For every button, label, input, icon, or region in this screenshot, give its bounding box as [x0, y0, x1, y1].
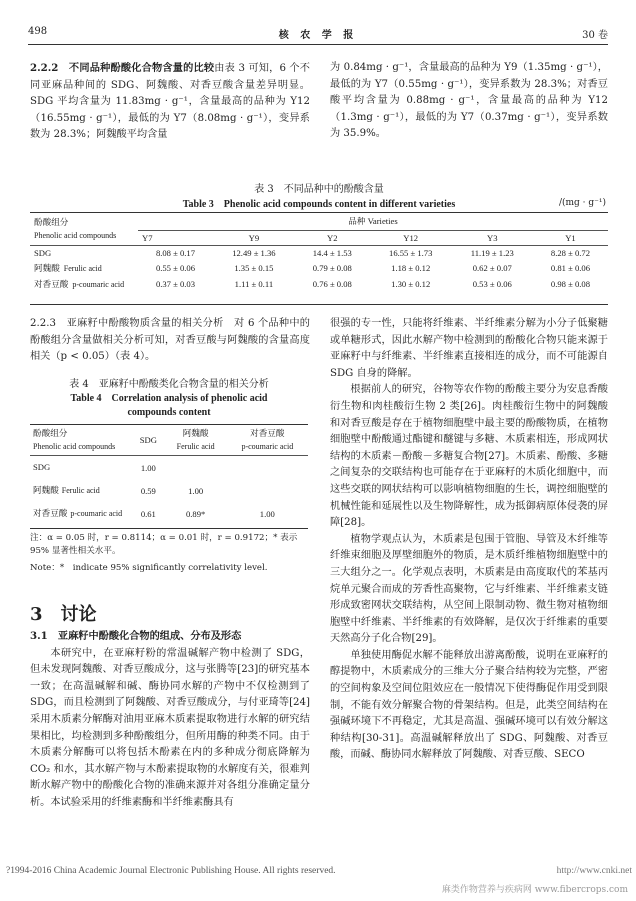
- table3-cell: 8.08 ± 0.17: [155, 248, 196, 258]
- table3-cell: 0.81 ± 0.06: [550, 263, 591, 273]
- table3-col-header: Y1: [565, 232, 576, 243]
- section-222-left: [30, 60, 310, 144]
- table4-cell: 0.61: [140, 508, 156, 519]
- table3-cell: 8.28 ± 0.72: [550, 248, 591, 258]
- table3-cell: 12.49 ± 1.36: [232, 248, 276, 258]
- table4-cell: [227, 456, 308, 480]
- table3-cell: 0.79 ± 0.08: [312, 263, 352, 273]
- table3-cell: 0.55 ± 0.06: [155, 263, 196, 273]
- table4-title: [30, 378, 308, 420]
- volume-label: 30 卷: [582, 30, 608, 41]
- table3: [30, 213, 608, 292]
- section-222-right: [330, 60, 608, 143]
- paragraph-lignin: 植物学观点认为，木质素是包围于管胞、导管及木纤维等纤维束细胞及厚壁细胞外的物质，是木质纤维植物细胞壁中的三大组分之一。化学观点表明，木质素是由高度取代的苯基丙烷单元聚合而成的芳香性高聚物，它与纤维素、半纤维素支链形成致密网状交联结构，从空间上限制动物、微生物对植物细胞壁中纤维素、半纤维素的有效降解，是仅次于纤维素的重要天然高分子化合物[29]。: [330, 533, 608, 645]
- table4-cell: 0.89*: [185, 508, 206, 519]
- section-31-heading: 3.1 亚麻籽中酚酸化合物的组成、分布及形态: [30, 630, 242, 642]
- table3-cell: 0.37 ± 0.03: [155, 279, 196, 289]
- table4-col-pcoumaric-en: p-coumaric acid: [241, 442, 294, 451]
- table3-col-header: Y7: [142, 232, 153, 243]
- table3-corner-en: Phenolic acid compounds: [34, 231, 117, 240]
- page-footer: [6, 866, 632, 876]
- table3-col-header: Y9: [248, 232, 260, 243]
- table4-row-label-cn: 阿魏酸: [33, 485, 59, 495]
- table4: [30, 425, 308, 525]
- table4-corner-cn: 酚酸组分: [33, 428, 68, 438]
- cnki-link[interactable]: http://www.cnki.net: [556, 866, 632, 876]
- table3-title: [30, 180, 608, 210]
- watermark: 麻类作物营养与疾病网 www.fibercrops.com: [441, 885, 628, 895]
- copyright-text: ?1994-2016 China Academic Journal Electronic Publishing House. All rights reserved.: [6, 866, 336, 876]
- table3-unit: /(mg · g⁻¹): [558, 198, 606, 208]
- section-222-text: 由表 3 可知，6 个不同亚麻品种间的 SDG、阿魏酸、对香豆酸含量差异明显。SDG 平均含量为 11.83mg · g⁻¹，含量最高的品种为 Y12（16.55mg · g⁻¹），最低的为 Y7（8.08mg · g⁻¹），变异系数为 28.3%；阿魏酸平均含量: [30, 63, 310, 141]
- table3-col-header: Y2: [327, 232, 338, 243]
- section-3-title: 3 讨论: [30, 604, 97, 625]
- table4-row-label: [30, 502, 132, 525]
- table3-cell: 0.53 ± 0.06: [472, 279, 512, 289]
- table4-row: [30, 456, 308, 480]
- table4-cell: 1.00: [188, 485, 204, 496]
- page-number: 498: [28, 26, 48, 37]
- right-column-text: [330, 316, 608, 764]
- section-222-text-cont: 为 0.84mg · g⁻¹，含量最高的品种为 Y9（1.35mg · g⁻¹），最低的为 Y7（0.55mg · g⁻¹），变异系数为 28.3%；对香豆酸平均含量为 0.88mg · g⁻¹，含量最高的品种为 Y12（1.3mg · g⁻¹），最低的为 Y7（0.37mg · g⁻¹），变异系数为 35.9%。: [330, 62, 608, 140]
- table4-cell: 1.00: [259, 508, 275, 519]
- table3-cell: 11.19 ± 1.23: [470, 248, 514, 258]
- table4-col-pcoumaric-cn: 对香豆酸: [250, 428, 285, 438]
- table4-col-ferulic-cn: 阿魏酸: [182, 428, 209, 438]
- table3-cell: 1.11 ± 0.11: [234, 279, 274, 289]
- table3-bottom-rule: [30, 304, 608, 305]
- table4-cell: 0.59: [140, 485, 156, 496]
- table4-col-ferulic-en: Ferulic acid: [176, 442, 215, 451]
- table3-row-label: [30, 260, 138, 276]
- table3-cell: 0.62 ± 0.07: [472, 263, 512, 273]
- table4-row-label-en: Ferulic acid: [61, 486, 100, 495]
- table4-cell: [227, 479, 308, 502]
- table3-row: [30, 246, 608, 261]
- table3-cell: 1.35 ± 0.15: [234, 263, 274, 273]
- table4-title-en2: compounds content: [127, 407, 211, 418]
- table3-row-label: [30, 246, 138, 261]
- table3-row: [30, 276, 608, 292]
- table4-note-en: Note：* indicate 95% significantly correlativity level.: [30, 563, 268, 573]
- paragraph-hydrolysis: 单独使用酶促水解不能释放出游离酚酸，说明在亚麻籽的醇提物中，木质素成分的三维大分子聚合结构较为完整，严密的空间构象及空间位阻效应在一般情况下使得酶促作用受到限制，不能有效分解聚合物的骨架结构。但是，此类空间结构在强碱环境下不再稳定，尤其是高温、强碱环境可以有效分解这种结构[30-31]。高温碱解释放出了 SDG、阿魏酸、对香豆酸，而碱、酶协同水解释放了阿魏酸、对香豆酸、SECO: [330, 649, 608, 761]
- section-31-body: 本研究中，在亚麻籽粉的常温碱解产物中检测了 SDG，但未发现阿魏酸、对香豆酸成分，这与张腾等[23]的研究基本一致；在高温碱解和碱、酶协同水解的产物中不仅检测到了 SDG，而且检测到了阿魏酸、对香豆酸成分，与付亚琦等[24]采用木质素分解酶对油用亚麻木质素提取物进行水解的研究结果相比，均检测到多种酚酸组分，但所用酶的种类不同。由于木质素分解酶可以将包括木酚素在内的多种成分彻底降解为 CO₂ 和水，其水解产物与木酚素提取物的水解度有关，很难判断水解产物中的酚酸化合物的准确来源并对各组分准确定量分析。本试验采用的纤维素酶和半纤维素酶具有: [30, 647, 310, 808]
- table3-cell: 16.55 ± 1.73: [389, 248, 433, 258]
- table4-row-label-cn: 对香豆酸: [33, 508, 68, 518]
- section-222-heading: 2.2.2 不同品种酚酸化合物含量的比较: [30, 62, 215, 74]
- table4-row-label-en: p-coumaric acid: [70, 509, 123, 518]
- table3-cell: 1.30 ± 0.12: [391, 279, 431, 289]
- section-223: [30, 316, 310, 366]
- section-31: [30, 628, 310, 812]
- table3-title-en: Table 3 Phenolic acid compounds content in different varieties: [182, 199, 456, 210]
- table4-corner-en: Phenolic acid compounds: [33, 442, 116, 451]
- table3-row-label-cn: SDG: [34, 248, 52, 258]
- table3-group-header: 品种 Varieties: [138, 213, 608, 230]
- table3-corner-cn: 酚酸组分: [34, 217, 69, 227]
- table4-bottom-rule: [30, 528, 308, 529]
- table3-title-cn: 表 3 不同品种中的酚酸含量: [254, 184, 384, 195]
- table3-cell: 0.98 ± 0.08: [550, 279, 591, 289]
- table4-row-label: [30, 456, 132, 480]
- table3-cell: 1.18 ± 0.12: [391, 263, 431, 273]
- running-header: [28, 26, 608, 40]
- table4-title-cn: 表 4 亚麻籽中酚酸类化合物含量的相关分析: [69, 379, 269, 390]
- table3-cell: 14.4 ± 1.53: [312, 248, 352, 258]
- header-rule: [28, 44, 608, 45]
- table4-row-label: [30, 479, 132, 502]
- table3-row-label-en: Ferulic acid: [63, 264, 102, 273]
- table3-row-label-cn: 对香豆酸: [34, 279, 69, 289]
- table3-col-header: Y3: [487, 232, 498, 243]
- table3-cell: 0.76 ± 0.08: [312, 279, 352, 289]
- table4-col-sdg: SDG: [139, 435, 157, 445]
- table4-note-cn: 注：α = 0.05 时，r = 0.8114；α = 0.01 时，r = 0.9172；* 表示 95% 显著性相关水平。: [30, 533, 298, 556]
- paragraph-phenolic-types: 根据前人的研究，谷物等农作物的酚酸主要分为安息香酸衍生物和肉桂酸衍生物 2 类[26]。肉桂酸衍生物中的阿魏酸和对香豆酸是存在于植物细胞壁中最主要的酚酸物质，在植物细胞壁中酚酸通过酯键和醚键与多糖、木质素相连，形成网状结构的木质素－酚酸－多糖复合物[27]。木质素、酚酸、多糖之间复杂的交联结构也可能存在于亚麻籽的木质化细胞中，而这些交联的网状结构可以影响植物细胞的生长，调控细胞壁的机械性能和延展性以及生物降解性，成为抵御病原体侵袭的屏障[28]。: [330, 384, 608, 529]
- section-223-text: 2.2.3 亚麻籽中酚酸物质含量的相关分析 对 6 个品种中的酚酸组分含量做相关分析可知，对香豆酸与阿魏酸的含量高度相关（p < 0.05）（表 4）。: [30, 318, 310, 363]
- table4-cell: 1.00: [140, 462, 156, 473]
- table3-row-label-en: p-coumaric acid: [72, 280, 125, 289]
- table3-col-header: Y12: [403, 232, 419, 243]
- table3-row-label-cn: 阿魏酸: [34, 263, 60, 273]
- table4-cell: [165, 456, 227, 480]
- paragraph-enzyme: 很强的专一性，只能将纤维素、半纤维素分解为小分子低聚糖或单糖形式，因此水解产物中检测到的酚酸化合物只能来源于亚麻籽中与纤维素、半纤维素直接相连的成分，而不可能源自 SDG 自身的降解。: [330, 318, 608, 379]
- journal-name: 核 农 学 报: [278, 30, 358, 41]
- table4-row-label-cn: SDG: [33, 462, 51, 472]
- table3-row: [30, 260, 608, 276]
- table4-row: [30, 479, 308, 502]
- table4-title-en1: Table 4 Correlation analysis of phenolic acid: [70, 393, 268, 404]
- table4-row: [30, 502, 308, 525]
- table3-row-label: [30, 276, 138, 292]
